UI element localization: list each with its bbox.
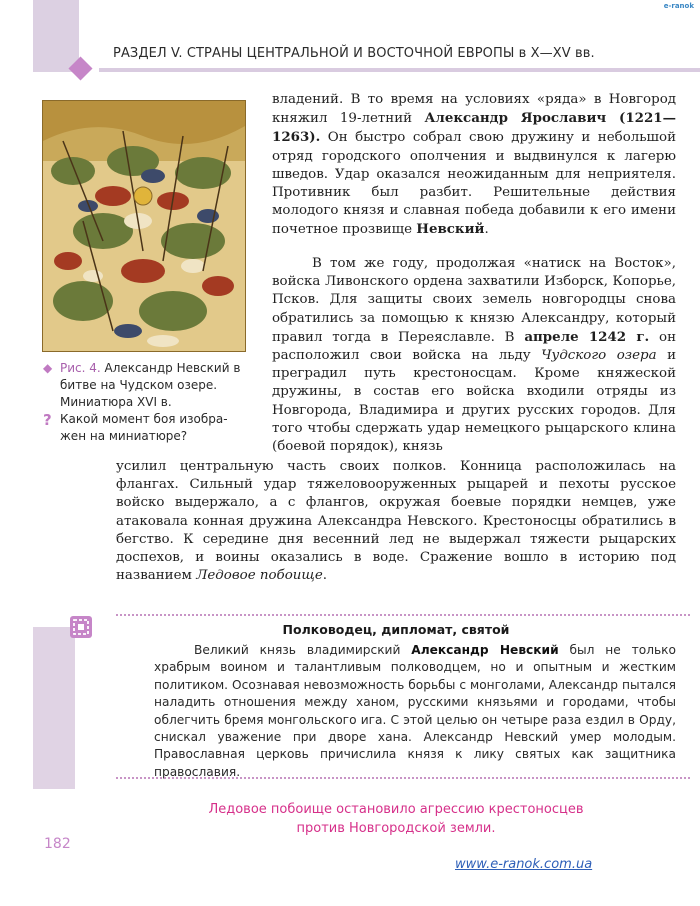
p2-italic-lake: Чудского озера bbox=[541, 348, 657, 364]
p2-text-2: он расположил свои войска на льду bbox=[272, 329, 676, 364]
p3-text-2: . bbox=[322, 568, 328, 584]
figure-caption-text: Александр Невский в битве на Чудском озере. Миниатюра XVI в. bbox=[60, 361, 241, 409]
header-rule bbox=[99, 68, 700, 72]
p1-bold-name: Александр Ярославич (1221—1263). bbox=[272, 110, 676, 146]
p1-text-1: владений. В то время на условиях «ряда» в Новгород княжил 19-летний bbox=[272, 92, 676, 127]
infobox-text-1: Великий князь владимирский bbox=[194, 643, 412, 657]
p2-text-1: В том же году, продолжая «натиск на Восток», войска Ливонского ордена захватили Изборск, Копорье, Псков. Для защиты своих земель новгородцы снова обратились за помощью к князю Александру, который правил тогда в Переяславле. В bbox=[272, 256, 676, 345]
caption-diamond-icon: ◆ bbox=[43, 361, 53, 375]
p1-text-3: . bbox=[484, 222, 489, 238]
summary-conclusion bbox=[116, 800, 676, 838]
p1-bold-nickname: Невский bbox=[416, 221, 485, 238]
figure-caption bbox=[43, 360, 250, 411]
brand-logo: e-ranok bbox=[663, 2, 694, 10]
p2-bold-date: апреле 1242 г. bbox=[524, 328, 650, 345]
p3-text-1: усилил центральную часть своих полков. Конница расположилась на флангах. Сильный удар тяжеловооруженных рыцарей и пехоты русское войско выдержало, а с флангов, окружая боевые порядки немцев, уже атаковала конная дружина Александра Невского. Крестоносцы обратились в бегство. К середине дня весенний лед не выдержал тяжести рыцарских доспехов, и воины оказались в воде. Сражение вошло в историю под названием bbox=[116, 459, 676, 584]
p1-text-2: Он быстро собрал свою дружину и небольшой отряд городского ополчения и выдвинулся к лагерю шведов. Удар оказался неожиданным для неприятеля. Противник был разбит. Решительные действия молодого князя и славная победа добавили к его имени почетное прозвище bbox=[272, 130, 676, 238]
battle-miniature-image bbox=[42, 100, 246, 352]
infobox-text-2: был не только храбрым воином и талантливым полководцем, но и опытным и жестким политиком. Осознавая невозможность борьбы с монголами, Александр пытался наладить отношения между ханом, русскими князьями и городами, чтобы облегчить бремя монгольского ига. С этой целью он четыре раза ездил в Орду, снискал уважение при дворе хана. Александр Невский умер молодым. Православная церковь причислила князя к лику святых как защитника православия. bbox=[154, 643, 676, 779]
summary-line-1: Ледовое побоище остановило агрессию крестоносцев bbox=[208, 802, 584, 817]
publisher-website-link[interactable]: www.e-ranok.com.ua bbox=[455, 857, 593, 872]
summary-line-2: против Новгородской земли. bbox=[296, 821, 496, 836]
infobox-text bbox=[154, 642, 676, 781]
figure-question: Какой момент боя изобра-жен на миниатюре? bbox=[60, 412, 228, 443]
page-number: 182 bbox=[44, 836, 71, 852]
infobox-title: Полководец, дипломат, святой bbox=[282, 622, 510, 637]
miniature-drawing bbox=[43, 101, 245, 351]
p2-text-3: и преградил путь крестоносцам. Кроме княжеской дружины, в состав его войска входили отряды из Новгорода, Владимира и других русских городов. Для того чтобы сдержать удар немецкого рыцарского клина (боевой порядок), князь bbox=[272, 348, 677, 455]
figure-label: Рис. 4. bbox=[60, 361, 101, 375]
infobox-bottom-divider bbox=[116, 777, 690, 779]
paragraph-2 bbox=[272, 255, 676, 456]
paragraph-1 bbox=[272, 91, 676, 240]
section-title: РАЗДЕЛ V. СТРАНЫ ЦЕНТРАЛЬНОЙ И ВОСТОЧНОЙ ЕВРОПЫ в X—XV вв. bbox=[113, 46, 595, 61]
header-tab-decoration bbox=[33, 0, 79, 72]
p3-italic-battle: Ледовое побоище bbox=[196, 568, 323, 584]
infobox-top-divider bbox=[116, 614, 690, 616]
paragraph-3 bbox=[116, 458, 676, 585]
infobox-bold-name: Александр Невский bbox=[411, 643, 559, 657]
question-mark-icon: ? bbox=[43, 411, 52, 429]
info-box-icon bbox=[70, 616, 92, 638]
infobox-side-decoration bbox=[33, 627, 75, 789]
info-box-icon-glyph bbox=[70, 616, 92, 638]
